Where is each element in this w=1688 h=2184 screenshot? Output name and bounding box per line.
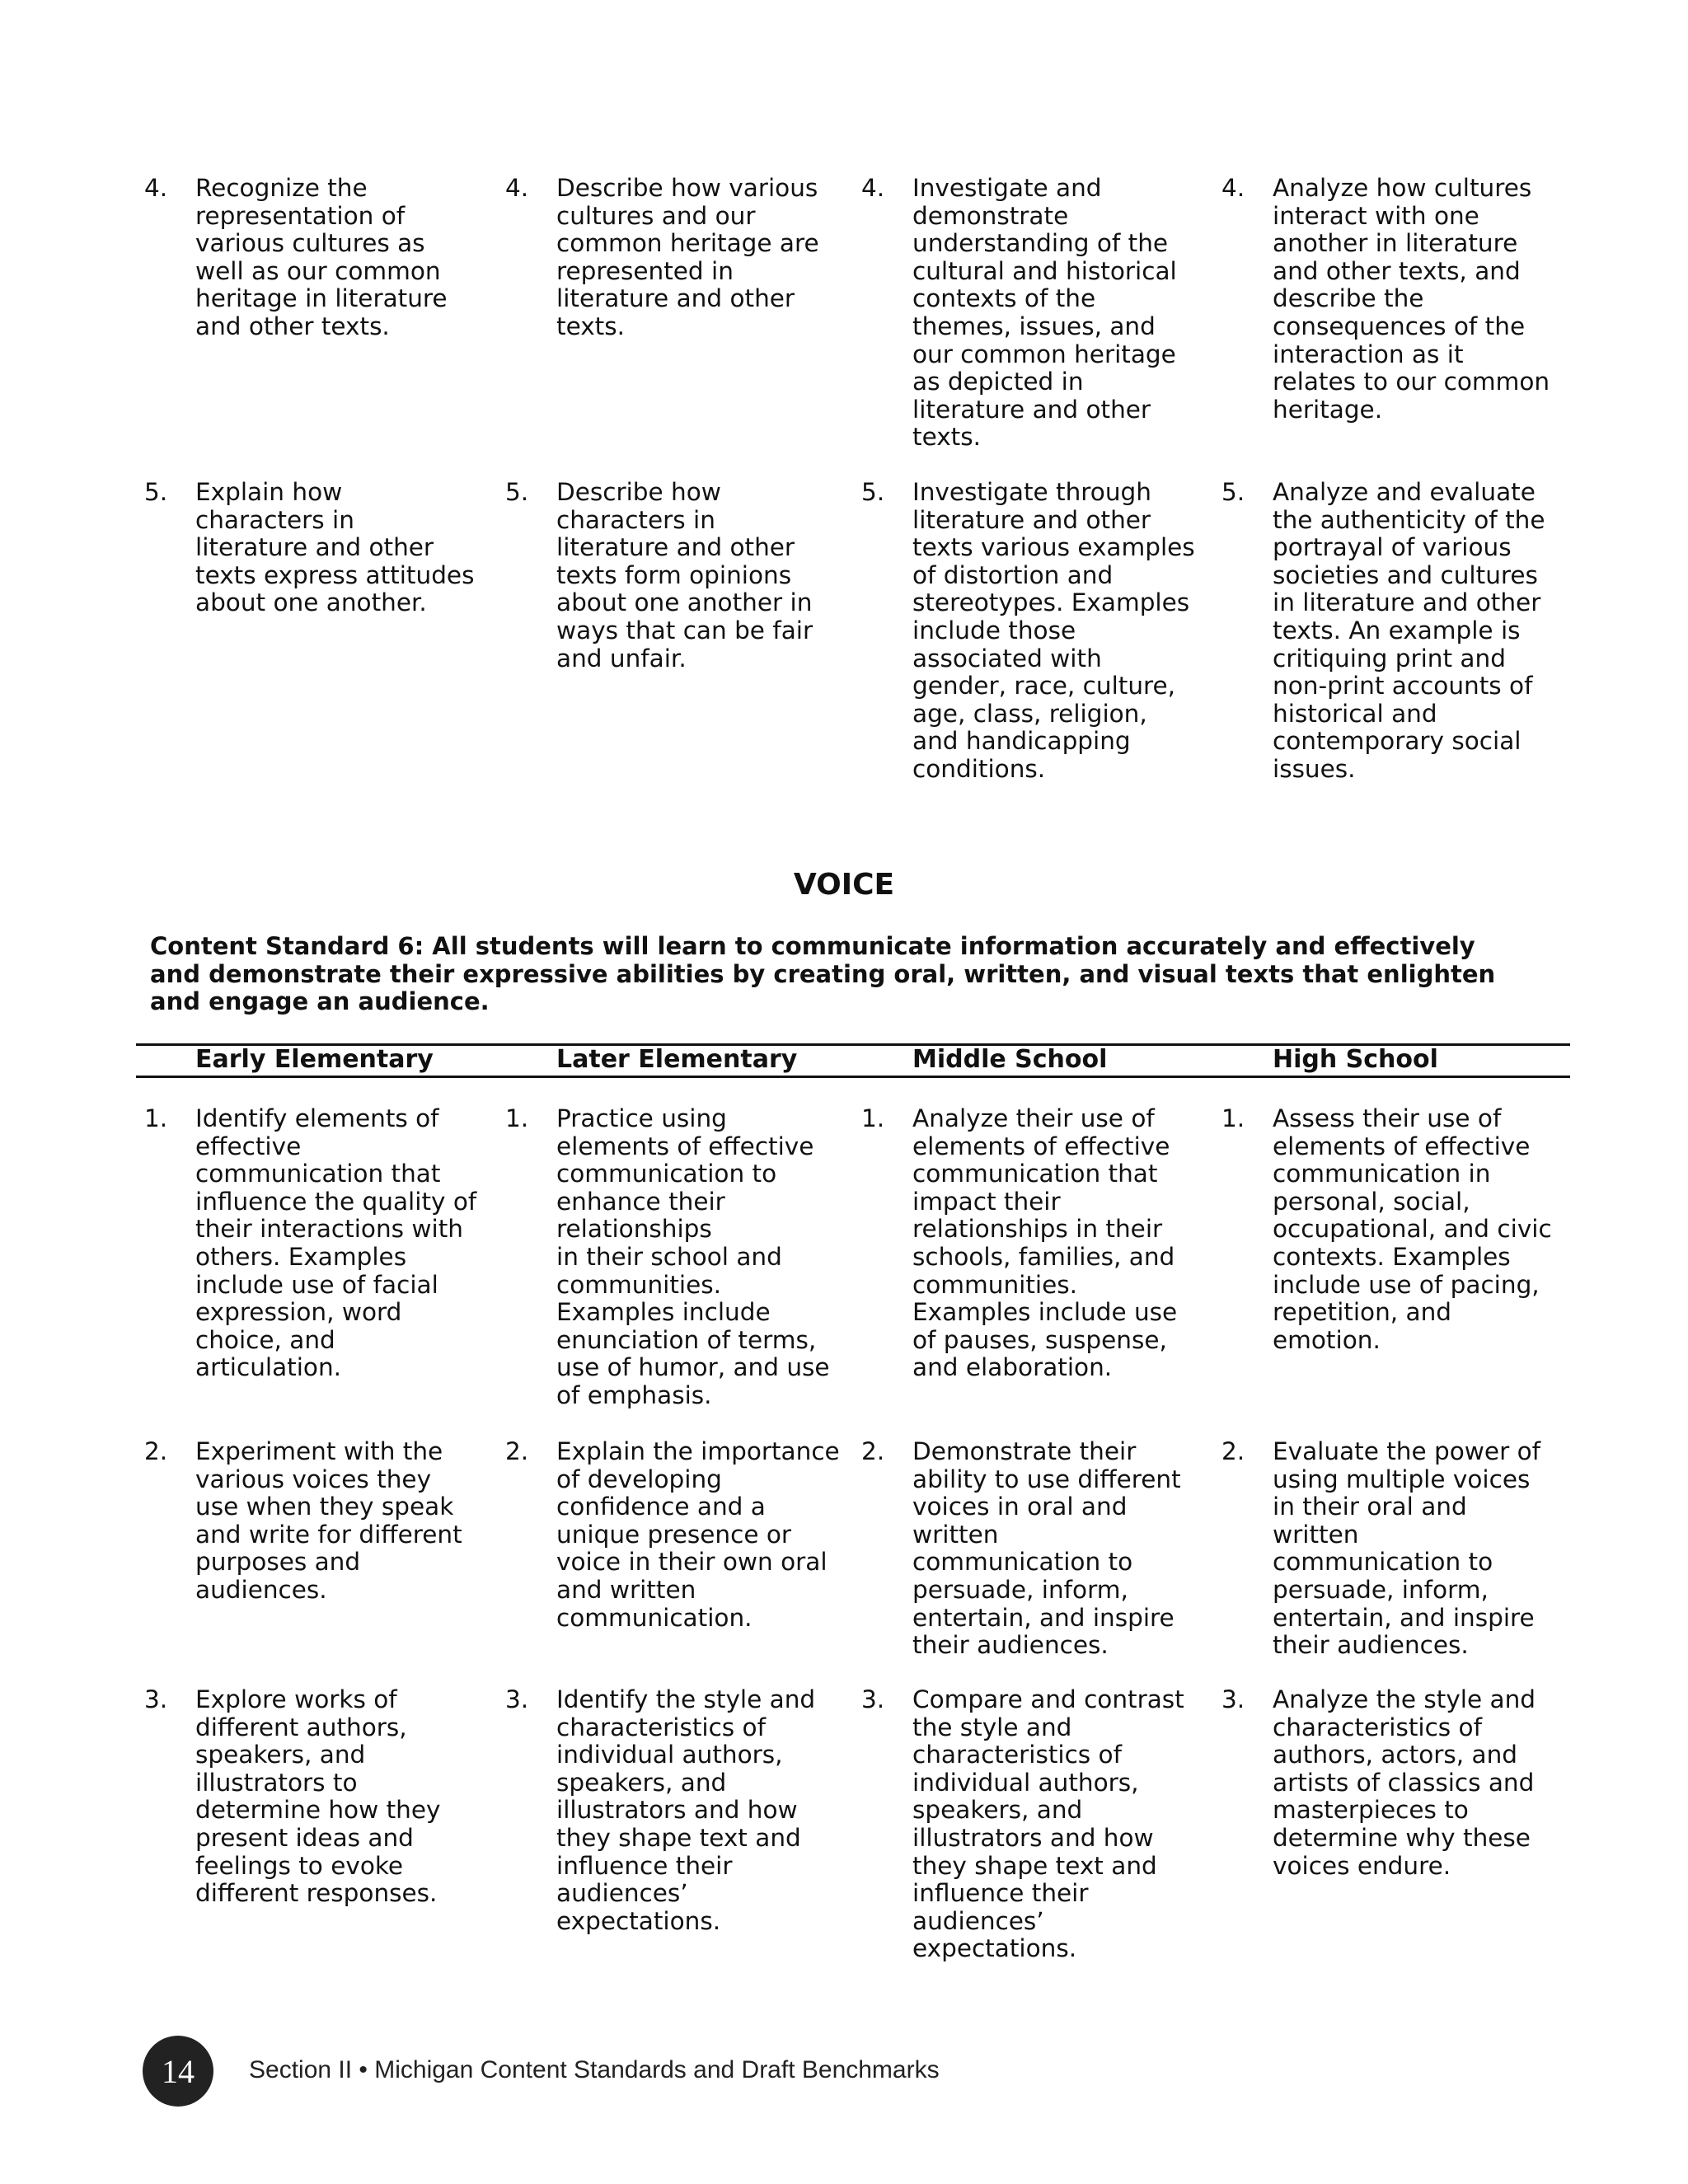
benchmark-item xyxy=(861,1686,1221,1963)
item-text: Practice using elements of effective communication to enhance their relationships in their school and communities. Examples include enunciation of terms, use of humor, and use of emphasis. xyxy=(556,1104,830,1409)
item-text: Explain the importance of developing confidence and a unique presence or voice in their own oral and written communication. xyxy=(556,1437,840,1632)
item-text: Evaluate the power of using multiple voices in their oral and written communication to persuade, inform, entertain, and inspire their audiences. xyxy=(1273,1437,1541,1660)
benchmark-item xyxy=(144,1686,505,1963)
item-number: 2. xyxy=(1221,1437,1245,1465)
header-middle-school: Middle School xyxy=(912,1045,1108,1074)
item-number: 4. xyxy=(861,174,885,202)
benchmark-item xyxy=(505,1438,861,1660)
content-standard: Content Standard 6: All students will learn to communicate information accurately and effectively and demonstrate their expressive abilities by creating oral, written, and visual texts that enlighten and engage an audience. xyxy=(150,932,1496,1015)
header-high-school: High School xyxy=(1273,1045,1438,1074)
benchmark-row-2 xyxy=(144,1438,1688,1660)
benchmark-item xyxy=(1221,1686,1582,1963)
item-text: Explain how characters in literature and other texts express attitudes about one another. xyxy=(195,478,475,617)
benchmark-item xyxy=(505,1686,861,1963)
item-number: 3. xyxy=(1221,1685,1245,1713)
item-text: Experiment with the various voices they use when they speak and write for different purposes and audiences. xyxy=(195,1437,462,1604)
footer-text: Section II • Michigan Content Standards and Draft Benchmarks xyxy=(249,2056,940,2083)
item-text: Explore works of different authors, speakers, and illustrators to determine how they present ideas and feelings to evoke different responses. xyxy=(195,1685,441,1908)
benchmark-item xyxy=(144,175,505,452)
item-text: Demonstrate their ability to use different voices in oral and written communication to persuade, inform, entertain, and inspire their audiences. xyxy=(912,1437,1181,1660)
item-number: 2. xyxy=(144,1437,168,1465)
item-number: 4. xyxy=(1221,174,1245,202)
item-number: 1. xyxy=(505,1104,529,1132)
item-number: 2. xyxy=(505,1437,529,1465)
benchmark-row-1 xyxy=(144,1105,1688,1410)
item-number: 3. xyxy=(505,1685,529,1713)
item-text: Compare and contrast the style and characteristics of individual authors, speakers, and illustrators and how they shape text and influence their audiences’ expectations. xyxy=(912,1685,1184,1963)
benchmark-item xyxy=(861,479,1221,784)
item-number: 1. xyxy=(144,1104,168,1132)
item-text: Investigate through literature and other texts various examples of distortion and stereotypes. Examples include those associated with gender, race, culture, age, class, religion, and handicapping conditions. xyxy=(912,478,1195,783)
item-number: 5. xyxy=(1221,478,1245,506)
level-header-row xyxy=(144,1045,1688,1075)
item-number: 4. xyxy=(505,174,529,202)
item-text: Identify the style and characteristics of individual authors, speakers, and illustrators and how they shape text and influence their audiences’ expectations. xyxy=(556,1685,816,1935)
item-text: Analyze the style and characteristics of authors, actors, and artists of classics and masterpieces to determine why these voices endure. xyxy=(1273,1685,1536,1880)
benchmark-item xyxy=(505,175,861,452)
benchmark-row-4 xyxy=(144,175,1688,452)
item-text: Describe how characters in literature and other texts form opinions about one another in ways that can be fair and unfair. xyxy=(556,478,814,673)
page-number-badge xyxy=(143,2036,213,2107)
benchmark-item xyxy=(144,479,505,784)
item-number: 3. xyxy=(861,1685,885,1713)
benchmark-item xyxy=(1221,1105,1582,1410)
benchmark-row-3 xyxy=(144,1686,1688,1963)
item-number: 5. xyxy=(861,478,885,506)
header-early-elementary: Early Elementary xyxy=(195,1045,434,1074)
item-text: Analyze and evaluate the authenticity of the portrayal of various societies and cultures in literature and other texts. An example is critiquing print and non-print accounts of historical and contemporary social issues. xyxy=(1273,478,1545,783)
item-text: Assess their use of elements of effective communication in personal, social, occupational, and civic contexts. Examples include use of pacing, repetition, and emotion. xyxy=(1273,1104,1552,1354)
benchmark-item xyxy=(861,1105,1221,1410)
item-number: 3. xyxy=(144,1685,168,1713)
item-number: 2. xyxy=(861,1437,885,1465)
item-number: 1. xyxy=(1221,1104,1245,1132)
benchmark-item xyxy=(144,1105,505,1410)
benchmark-item xyxy=(505,1105,861,1410)
benchmark-item xyxy=(861,175,1221,452)
header-later-elementary: Later Elementary xyxy=(556,1045,798,1074)
item-text: Analyze how cultures interact with one another in literature and other texts, and describe the consequences of the interaction as it relates to our common heritage. xyxy=(1273,174,1550,424)
section-title: VOICE xyxy=(793,868,895,902)
item-text: Investigate and demonstrate understanding of the cultural and historical contexts of the themes, issues, and our common heritage as depicted in literature and other texts. xyxy=(912,174,1177,452)
benchmark-item xyxy=(1221,1438,1582,1660)
item-number: 1. xyxy=(861,1104,885,1132)
item-text: Analyze their use of elements of effective communication that impact their relationships in their schools, families, and communities. Examples include use of pauses, suspense, and elaboration. xyxy=(912,1104,1178,1382)
item-text: Describe how various cultures and our common heritage are represented in literature and other texts. xyxy=(556,174,819,340)
item-text: Identify elements of effective communication that influence the quality of their interactions with others. Examples include use of facial expression, word choice, and articulation. xyxy=(195,1104,477,1382)
benchmark-item xyxy=(505,479,861,784)
page-number: 14 xyxy=(162,2052,195,2090)
header-bottom-rule xyxy=(136,1076,1570,1078)
benchmark-item xyxy=(1221,175,1582,452)
benchmark-item xyxy=(144,1438,505,1660)
item-number: 4. xyxy=(144,174,168,202)
benchmark-row-5 xyxy=(144,479,1688,784)
item-number: 5. xyxy=(505,478,529,506)
benchmark-item xyxy=(861,1438,1221,1660)
item-number: 5. xyxy=(144,478,168,506)
benchmark-item xyxy=(1221,479,1582,784)
item-text: Recognize the representation of various cultures as well as our common heritage in literature and other texts. xyxy=(195,174,448,340)
